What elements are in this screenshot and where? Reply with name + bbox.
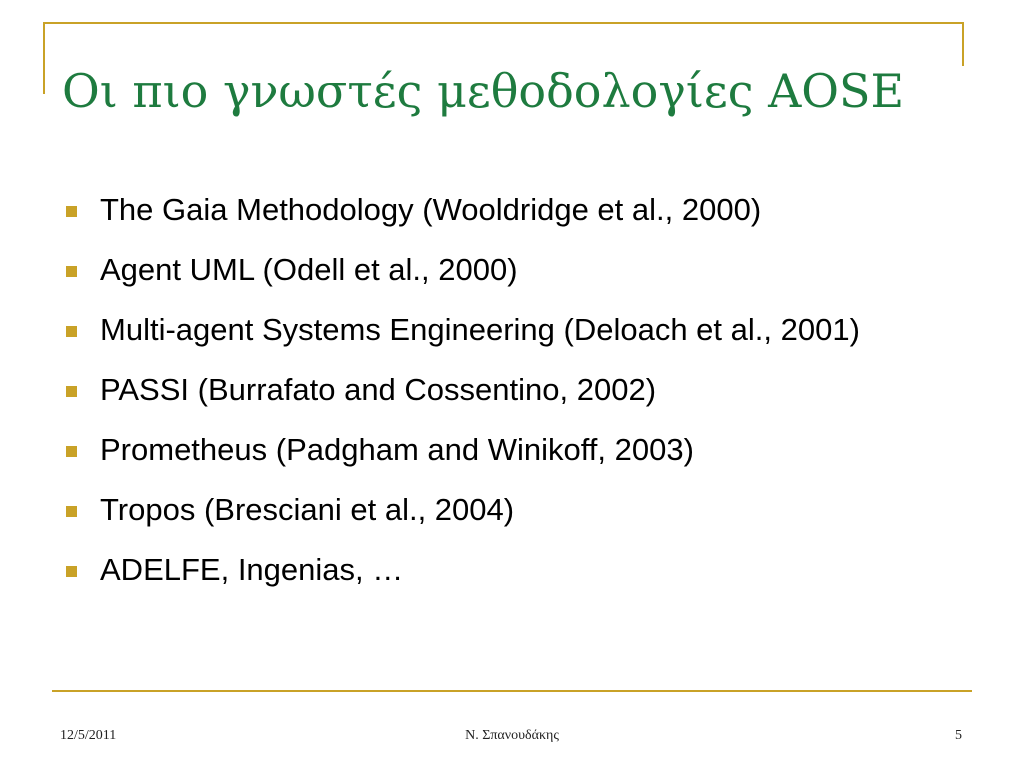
footer-date: 12/5/2011 — [60, 728, 117, 743]
bullet-item — [62, 368, 962, 412]
slide-title: Οι πιο γνωστές μεθοδολογίες AOSE — [62, 64, 905, 118]
bullet-text: Agent UML (Odell et al., 2000) — [100, 252, 518, 287]
bullet-item — [62, 308, 962, 352]
bullet-item — [62, 248, 962, 292]
square-bullet-icon — [66, 266, 77, 277]
bullet-item — [62, 428, 962, 472]
square-bullet-icon — [66, 446, 77, 457]
footer-page-number: 5 — [955, 728, 962, 743]
bullet-text: The Gaia Methodology (Wooldridge et al., 2000) — [100, 192, 762, 227]
bullet-item — [62, 188, 962, 232]
bullet-text: PASSI (Burrafato and Cossentino, 2002) — [100, 372, 657, 407]
frame-right-line — [962, 22, 964, 66]
frame-top-line — [43, 22, 964, 24]
frame-left-line — [43, 22, 45, 94]
bullet-item — [62, 548, 962, 592]
footer-divider — [52, 690, 972, 692]
square-bullet-icon — [66, 326, 77, 337]
bullet-text: Tropos (Bresciani et al., 2004) — [100, 492, 515, 527]
bullet-text: Prometheus (Padgham and Winikoff, 2003) — [100, 432, 694, 467]
bullet-item — [62, 488, 962, 532]
square-bullet-icon — [66, 566, 77, 577]
square-bullet-icon — [66, 206, 77, 217]
bullet-list — [62, 188, 962, 608]
bullet-text: Multi-agent Systems Engineering (Deloach et al., 2001) — [100, 312, 860, 347]
bullet-text: ADELFE, Ingenias, … — [100, 552, 404, 587]
footer-author: Ν. Σπανουδάκης — [465, 728, 559, 743]
square-bullet-icon — [66, 506, 77, 517]
square-bullet-icon — [66, 386, 77, 397]
